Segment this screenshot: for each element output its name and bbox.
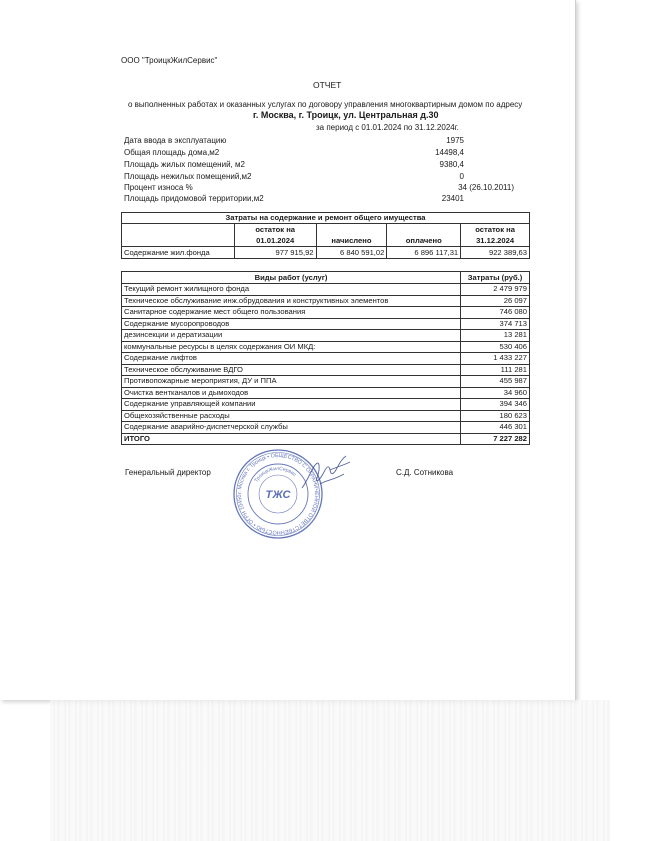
- work-name: Текущий ремонт жилищного фонда: [122, 284, 461, 296]
- table-row: [122, 318, 530, 330]
- costs-table-caption: Затраты на содержание и ремонт общего имущества: [122, 213, 530, 224]
- info-row-wear-percent: [124, 182, 514, 193]
- info-value: 14498,4: [435, 148, 464, 157]
- work-cost: 394 346: [461, 399, 530, 411]
- cost-paid: 6 896 117,31: [387, 247, 461, 259]
- cost-item-name: Содержание жил.фонда: [122, 247, 235, 259]
- work-name: Содержание управляющей компании: [122, 399, 461, 411]
- info-label: Процент износа %: [124, 183, 193, 192]
- info-label: Общая площадь дома,м2: [124, 148, 220, 157]
- work-name: Противопожарные мероприятия, ДУ и ППА: [122, 376, 461, 388]
- table-row: [122, 295, 530, 307]
- info-row-living-area: [124, 159, 464, 170]
- costs-header-paid: оплачено: [387, 224, 461, 247]
- costs-header-closing-balance: остаток на 31.12.2024: [461, 224, 530, 247]
- work-name: Содержание аварийно-диспетчерской службы: [122, 422, 461, 434]
- company-name: ООО "ТроицкЖилСервис": [121, 56, 218, 65]
- work-cost: 26 097: [461, 295, 530, 307]
- info-label: Площадь жилых помещений, м2: [124, 160, 245, 169]
- table-row: [122, 399, 530, 411]
- works-header-type: Виды работ (услуг): [122, 272, 461, 284]
- signatory-name: С.Д. Сотникова: [396, 468, 454, 477]
- cost-closing-balance: 922 389,63: [461, 247, 530, 259]
- table-row: [122, 387, 530, 399]
- costs-header-charged: начислено: [316, 224, 387, 247]
- works-table: [121, 271, 530, 445]
- work-name: Содержание лифтов: [122, 353, 461, 365]
- report-title: ОТЧЕТ: [313, 80, 342, 90]
- work-cost: 13 281: [461, 330, 530, 342]
- table-row: [122, 247, 530, 259]
- costs-table: [121, 212, 530, 259]
- work-cost: 180 623: [461, 410, 530, 422]
- cost-opening-balance: 977 915,92: [234, 247, 316, 259]
- work-name: Техническое обслуживание инж.обрудования и конструктивных элементов: [122, 295, 461, 307]
- works-table-header-row: [122, 272, 530, 284]
- work-cost: 374 713: [461, 318, 530, 330]
- scan-artifact: [50, 700, 610, 841]
- work-cost: 111 281: [461, 364, 530, 376]
- table-row: [122, 353, 530, 365]
- info-row-total-area: [124, 147, 464, 158]
- work-cost: 455 987: [461, 376, 530, 388]
- work-name: дезинсекции и дератизации: [122, 330, 461, 342]
- report-subtitle: о выполненных работах и оказанных услугах по договору управления многоквартирным домом по адресу: [128, 100, 523, 109]
- work-name: Общехозяйственные расходы: [122, 410, 461, 422]
- total-row: [122, 433, 530, 445]
- signatory-position: Генеральный директор: [125, 468, 211, 477]
- work-cost: 2 479 979: [461, 284, 530, 296]
- info-label: Дата ввода в эксплуатацию: [124, 136, 227, 145]
- table-row: [122, 330, 530, 342]
- work-name: Очистка вентканалов и дымоходов: [122, 387, 461, 399]
- info-row-commission-date: [124, 135, 464, 146]
- works-header-cost: Затраты (руб.): [461, 272, 530, 284]
- handwritten-signature: [290, 450, 360, 500]
- work-name: Техническое обслуживание ВДГО: [122, 364, 461, 376]
- cost-charged: 6 840 591,02: [316, 247, 387, 259]
- seal-ring-text: г. Москва г. Троицк • ОБЩЕСТВО С ОГРАНИЧЕННОЙ ОТВЕТСТВЕННОСТЬЮ • ОГРН 10450: [236, 452, 320, 536]
- costs-header-empty: [122, 224, 235, 247]
- work-cost: 1 433 227: [461, 353, 530, 365]
- info-row-territory-area: [124, 193, 464, 204]
- work-cost: 446 301: [461, 422, 530, 434]
- table-row: [122, 341, 530, 353]
- work-name: Содержание мусоропроводов: [122, 318, 461, 330]
- info-value: 1975: [446, 136, 464, 145]
- table-row: [122, 422, 530, 434]
- building-address: г. Москва, г. Троицк, ул. Центральная д.30: [253, 110, 439, 120]
- report-period: за период с 01.01.2024 по 31.12.2024г.: [316, 123, 459, 132]
- work-name: Санитарное содержание мест общего пользования: [122, 307, 461, 319]
- table-row: [122, 410, 530, 422]
- work-name: коммунальные ресурсы в целях содержания ОИ МКД:: [122, 341, 461, 353]
- info-value: 0: [459, 172, 464, 181]
- total-value: 7 227 282: [461, 433, 530, 445]
- info-label: Площадь придомовой территории,м2: [124, 194, 264, 203]
- work-cost: 530 406: [461, 341, 530, 353]
- info-value: 34 (26.10.2011): [458, 183, 514, 192]
- info-value: 23401: [441, 194, 464, 203]
- table-row: [122, 307, 530, 319]
- table-row: [122, 364, 530, 376]
- table-row: [122, 376, 530, 388]
- info-label: Площадь нежилых помещений,м2: [124, 172, 252, 181]
- work-cost: 746 080: [461, 307, 530, 319]
- table-row: [122, 284, 530, 296]
- costs-table-header-row: [122, 224, 530, 247]
- total-label: ИТОГО: [122, 433, 461, 445]
- info-value: 9380,4: [439, 160, 464, 169]
- work-cost: 34 960: [461, 387, 530, 399]
- costs-header-opening-balance: остаток на 01.01.2024: [234, 224, 316, 247]
- seal-inner-text: ТроицкЖилСервис: [253, 465, 298, 484]
- seal-logo: ТЖС: [265, 489, 291, 501]
- info-row-nonliving-area: [124, 171, 464, 182]
